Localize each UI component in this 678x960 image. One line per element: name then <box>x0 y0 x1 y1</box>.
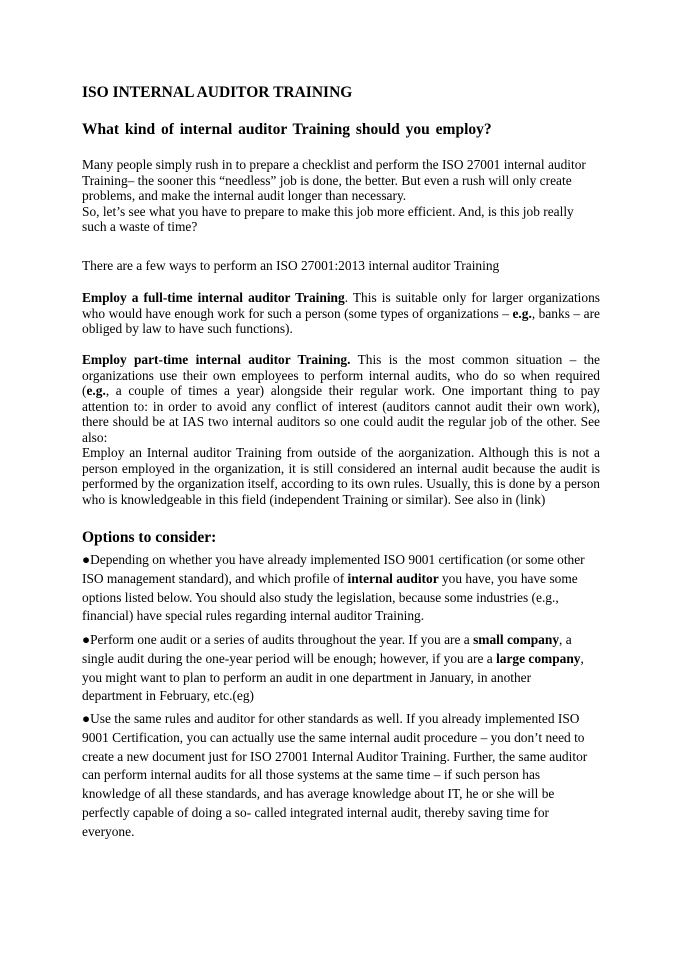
ways-paragraph: There are a few ways to perform an ISO 27001:2013 internal auditor Training <box>82 258 500 273</box>
part-time-eg: e.g. <box>86 383 106 398</box>
full-time-lead: Employ a full-time internal auditor Training <box>82 290 345 305</box>
full-time-paragraph <box>82 290 600 337</box>
option-2-bold-small: small company <box>473 632 560 647</box>
option-1-text-b: you have, you have some options listed below. You should also study the legislation, because some industries (e.g., financial) have special rules regarding internal auditor Training. <box>82 570 578 624</box>
part-time-section <box>82 352 600 507</box>
option-2-text-b: , a single audit during the one-year period will be enough; however, if you are a <box>82 632 572 666</box>
part-time-text-a: This is the most common situation – the organizations use their own employees to perform internal audits, who do so when required ( <box>82 352 601 398</box>
option-item-1 <box>82 551 592 626</box>
option-item-2 <box>82 631 592 706</box>
document-title: ISO INTERNAL AUDITOR TRAINING <box>82 84 353 101</box>
options-heading: Options to consider: <box>82 529 217 546</box>
external-auditor-paragraph: Employ an Internal auditor Training from outside of the aorganization. Although this is not a person employed in the organization, it is still considered an internal audit because the audit is performed by the organization itself, according to its own rules. Usually, this is done by a person who is knowledgeable in this field (independent Training or similar). See also in (link) <box>82 445 600 507</box>
option-2-text-a: ●Perform one audit or a series of audits throughout the year. If you are a <box>82 632 474 647</box>
option-1-text-a: ●Depending on whether you have already implemented ISO 9001 certification (or some other ISO management standard), and which profile of <box>82 552 585 586</box>
intro-section <box>82 157 600 235</box>
option-2-bold-large: large company <box>496 650 581 666</box>
part-time-paragraph <box>82 352 600 445</box>
part-time-lead: Employ part-time internal auditor Training. <box>82 352 351 367</box>
intro-paragraph-2: So, let’s see what you have to prepare to make this job more efficient. And, is this job really such a waste of time? <box>82 203 574 234</box>
option-2-text-c: , you might want to plan to perform an audit in one department in January, in another department in February, etc.(eg) <box>82 650 584 704</box>
option-item-3: ●Use the same rules and auditor for other standards as well. If you already implemented ISO 9001 Certification, you can actually use the same internal audit procedure – you don’t need to create a new document just for ISO 27001 Internal Auditor Training. Further, the same auditor can perform internal audits for all those systems at the same time – if such person has knowledge of all these standards, and has average knowledge about IT, he or she will be perfectly capable of doing a so- called integrated internal audit, thereby saving time for everyone. <box>82 711 588 839</box>
intro-paragraph-1: Many people simply rush in to prepare a checklist and perform the ISO 27001 internal auditor Training– the sooner this “needless” job is done, the better. But even a rush will only create problems, and make the internal audit longer than necessary. <box>82 157 586 203</box>
part-time-text-b: , a couple of times a year) alongside their regular work. One important thing to pay attention to: in order to avoid any conflict of interest (auditors cannot audit their own work), there should be at IAS two internal auditors so one could audit the regular job of the other. See also: <box>82 383 600 445</box>
full-time-text-a: . This is suitable only for larger organizations who would have enough work for such a person (some types of organizations – <box>82 290 600 321</box>
document-subtitle: What kind of internal auditor Training should you employ? <box>82 121 492 138</box>
full-time-eg: e.g. <box>512 305 532 321</box>
full-time-text-b: , banks – are obliged by law to have such functions). <box>82 305 600 336</box>
option-1-bold: internal auditor <box>347 570 439 586</box>
